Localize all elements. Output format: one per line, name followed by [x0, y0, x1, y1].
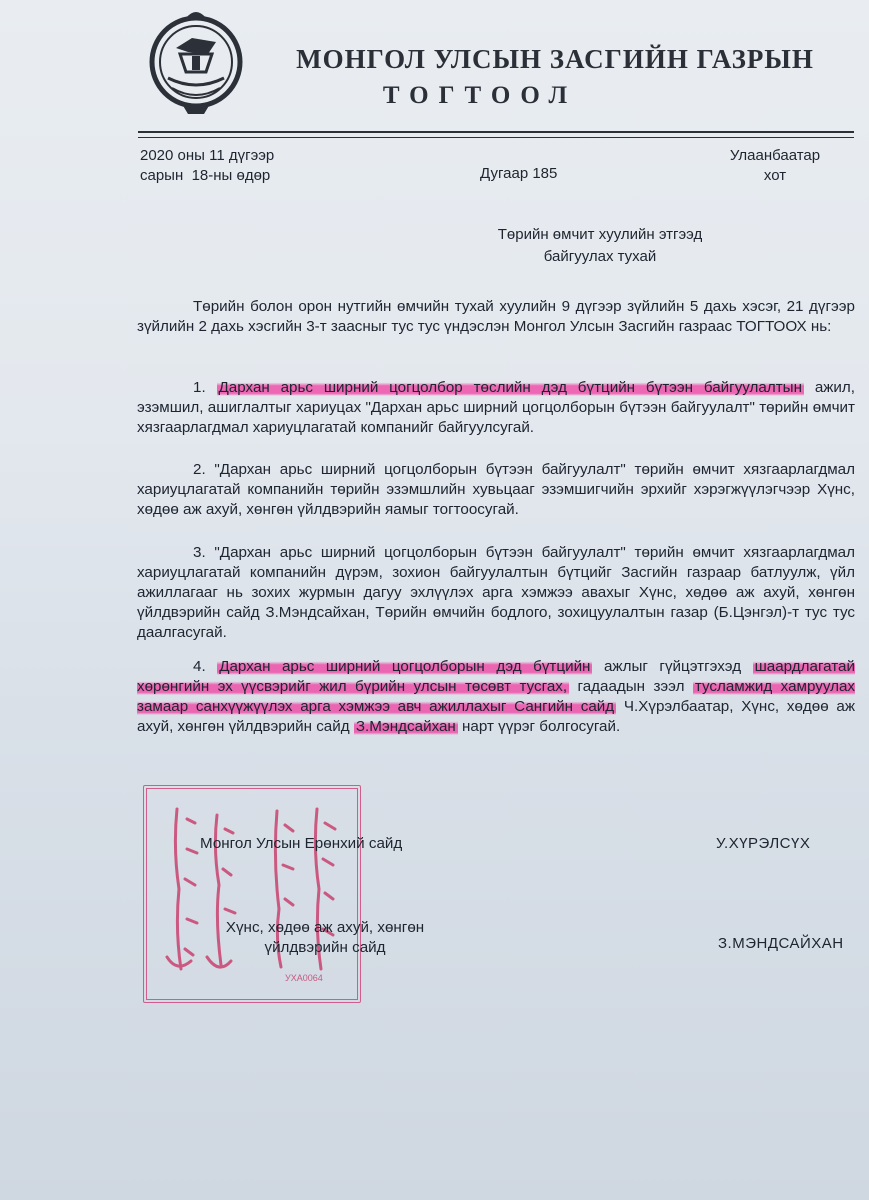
document-type: ТОГТООЛ	[382, 82, 578, 109]
clause-3	[137, 543, 855, 643]
highlighted-text: Дархан арьс ширний цогцолборын дэд бүтцийн	[219, 658, 591, 675]
signatory-title-2	[205, 918, 445, 958]
header-divider-thin	[138, 137, 854, 138]
clause-text: ажлыг гүйцэтгэхэд	[592, 658, 753, 675]
decree-city	[700, 146, 850, 186]
signatory-title-1: Монгол Улсын Ерөнхий сайд	[200, 835, 403, 852]
mongolian-script-seal-icon	[147, 789, 349, 991]
highlighted-text: тусламжид хамруулах замаар санхүүжүүлэх арга хэмжээ авч ажиллахыг Сангийн сайд	[137, 678, 855, 715]
clause-text: ажил, эзэмшил, ашиглалтыг хариуцах "Дархан арьс ширний цогцолборын бүтээн байгуулалт" төрийн өмчит хязгаарлагдмал хариуцлагатай компанийг байгуулсугай.	[137, 379, 855, 436]
signatory-name-1: У.ХҮРЭЛСҮХ	[716, 835, 811, 852]
clause-number: 4.	[193, 658, 206, 675]
clause-text: "Дархан арьс ширний цогцолборын бүтээн байгуулалт" төрийн өмчит хязгаарлагдмал хариуцлагатай компанийн дүрэм, зохион байгуулалтын бүтцийг Засгийн газраар батлуулж, үйл ажиллагааг нь зохих журмын дагуу эхлүүлэх арга хэмжээ авахыг Хүнс, хөдөө аж ахуй, хөнгөн үйлдвэрийн сайд З.Мэндсайхан, Төрийн өмчийн бодлого, зохицуулалтын газар (Б.Цэнгэл)-т тус тус даалгасугай.	[137, 544, 855, 641]
signatory-name-2: З.МЭНДСАЙХАН	[718, 935, 844, 952]
highlighted-text: шаардлагатай хөрөнгийн эх үүсвэрийг жил бүрийн улсын төсөвт тусгах,	[137, 658, 855, 695]
signatory-title-2-line-2: үйлдвэрийн сайд	[264, 939, 386, 956]
date-line-1: 2020 оны 11 дүгээр	[140, 147, 275, 164]
decree-number: Дугаар 185	[480, 165, 558, 182]
clause-number: 2.	[193, 461, 206, 478]
clause-4	[137, 657, 855, 737]
stamp-serial: УХА0064	[285, 973, 323, 983]
clause-text: Ч.Хүрэлбаатар, Хүнс, хөдөө аж ахуй, хөнгөн үйлдвэрийн сайд	[137, 698, 855, 735]
clause-text: "Дархан арьс ширний цогцолборын бүтээн байгуулалт" төрийн өмчит хязгаарлагдмал хариуцлагатай компанийн төрийн эзэмшлийн хувьцааг эзэмшигчийн эрхийг хэрэгжүүлэгчээр Хүнс, хөдөө аж ахуй, хөнгөн үйлдвэрийн яамыг тогтоосугай.	[137, 461, 855, 518]
clause-text: нарт үүрэг болгосугай.	[457, 718, 621, 735]
decree-subject	[440, 224, 760, 268]
clause-text: гадаадын зээл	[569, 678, 693, 695]
preamble-paragraph: Төрийн болон орон нутгийн өмчийн тухай хуулийн 9 дүгээр зүйлийн 5 дахь хэсэг, 21 дүгээр зүйлийн 2 дахь хэсгийн 3-т заасныг тус тус үндэслэн Монгол Улсын Засгийн газраас ТОГТООХ нь:	[137, 298, 855, 335]
date-line-2: сарын 18-ны өдөр	[140, 167, 271, 184]
signatory-title-2-line-1: Хүнс, хөдөө аж ахуй, хөнгөн	[225, 919, 425, 936]
highlighted-text: Дархан арьс ширний цогцолбор төслийн дэд бүтцийн бүтээн байгуулалтын	[218, 379, 802, 396]
decree-date	[140, 146, 274, 186]
state-emblem-icon	[146, 8, 246, 120]
government-title: МОНГОЛ УЛСЫН ЗАСГИЙН ГАЗРЫН	[296, 44, 814, 74]
header-divider	[138, 131, 854, 133]
clause-number: 1.	[193, 379, 206, 396]
clause-1	[137, 378, 855, 438]
clause-number: 3.	[193, 544, 206, 561]
city-line-1: Улаанбаатар	[729, 147, 821, 164]
official-seal-stamp	[143, 785, 361, 1003]
subject-line-2: байгуулах тухай	[543, 248, 657, 265]
subject-line-1: Төрийн өмчит хуулийн этгээд	[497, 226, 703, 243]
highlighted-text: З.Мэндсайхан	[355, 718, 456, 735]
clause-2	[137, 460, 855, 520]
city-line-2: хот	[763, 167, 787, 184]
